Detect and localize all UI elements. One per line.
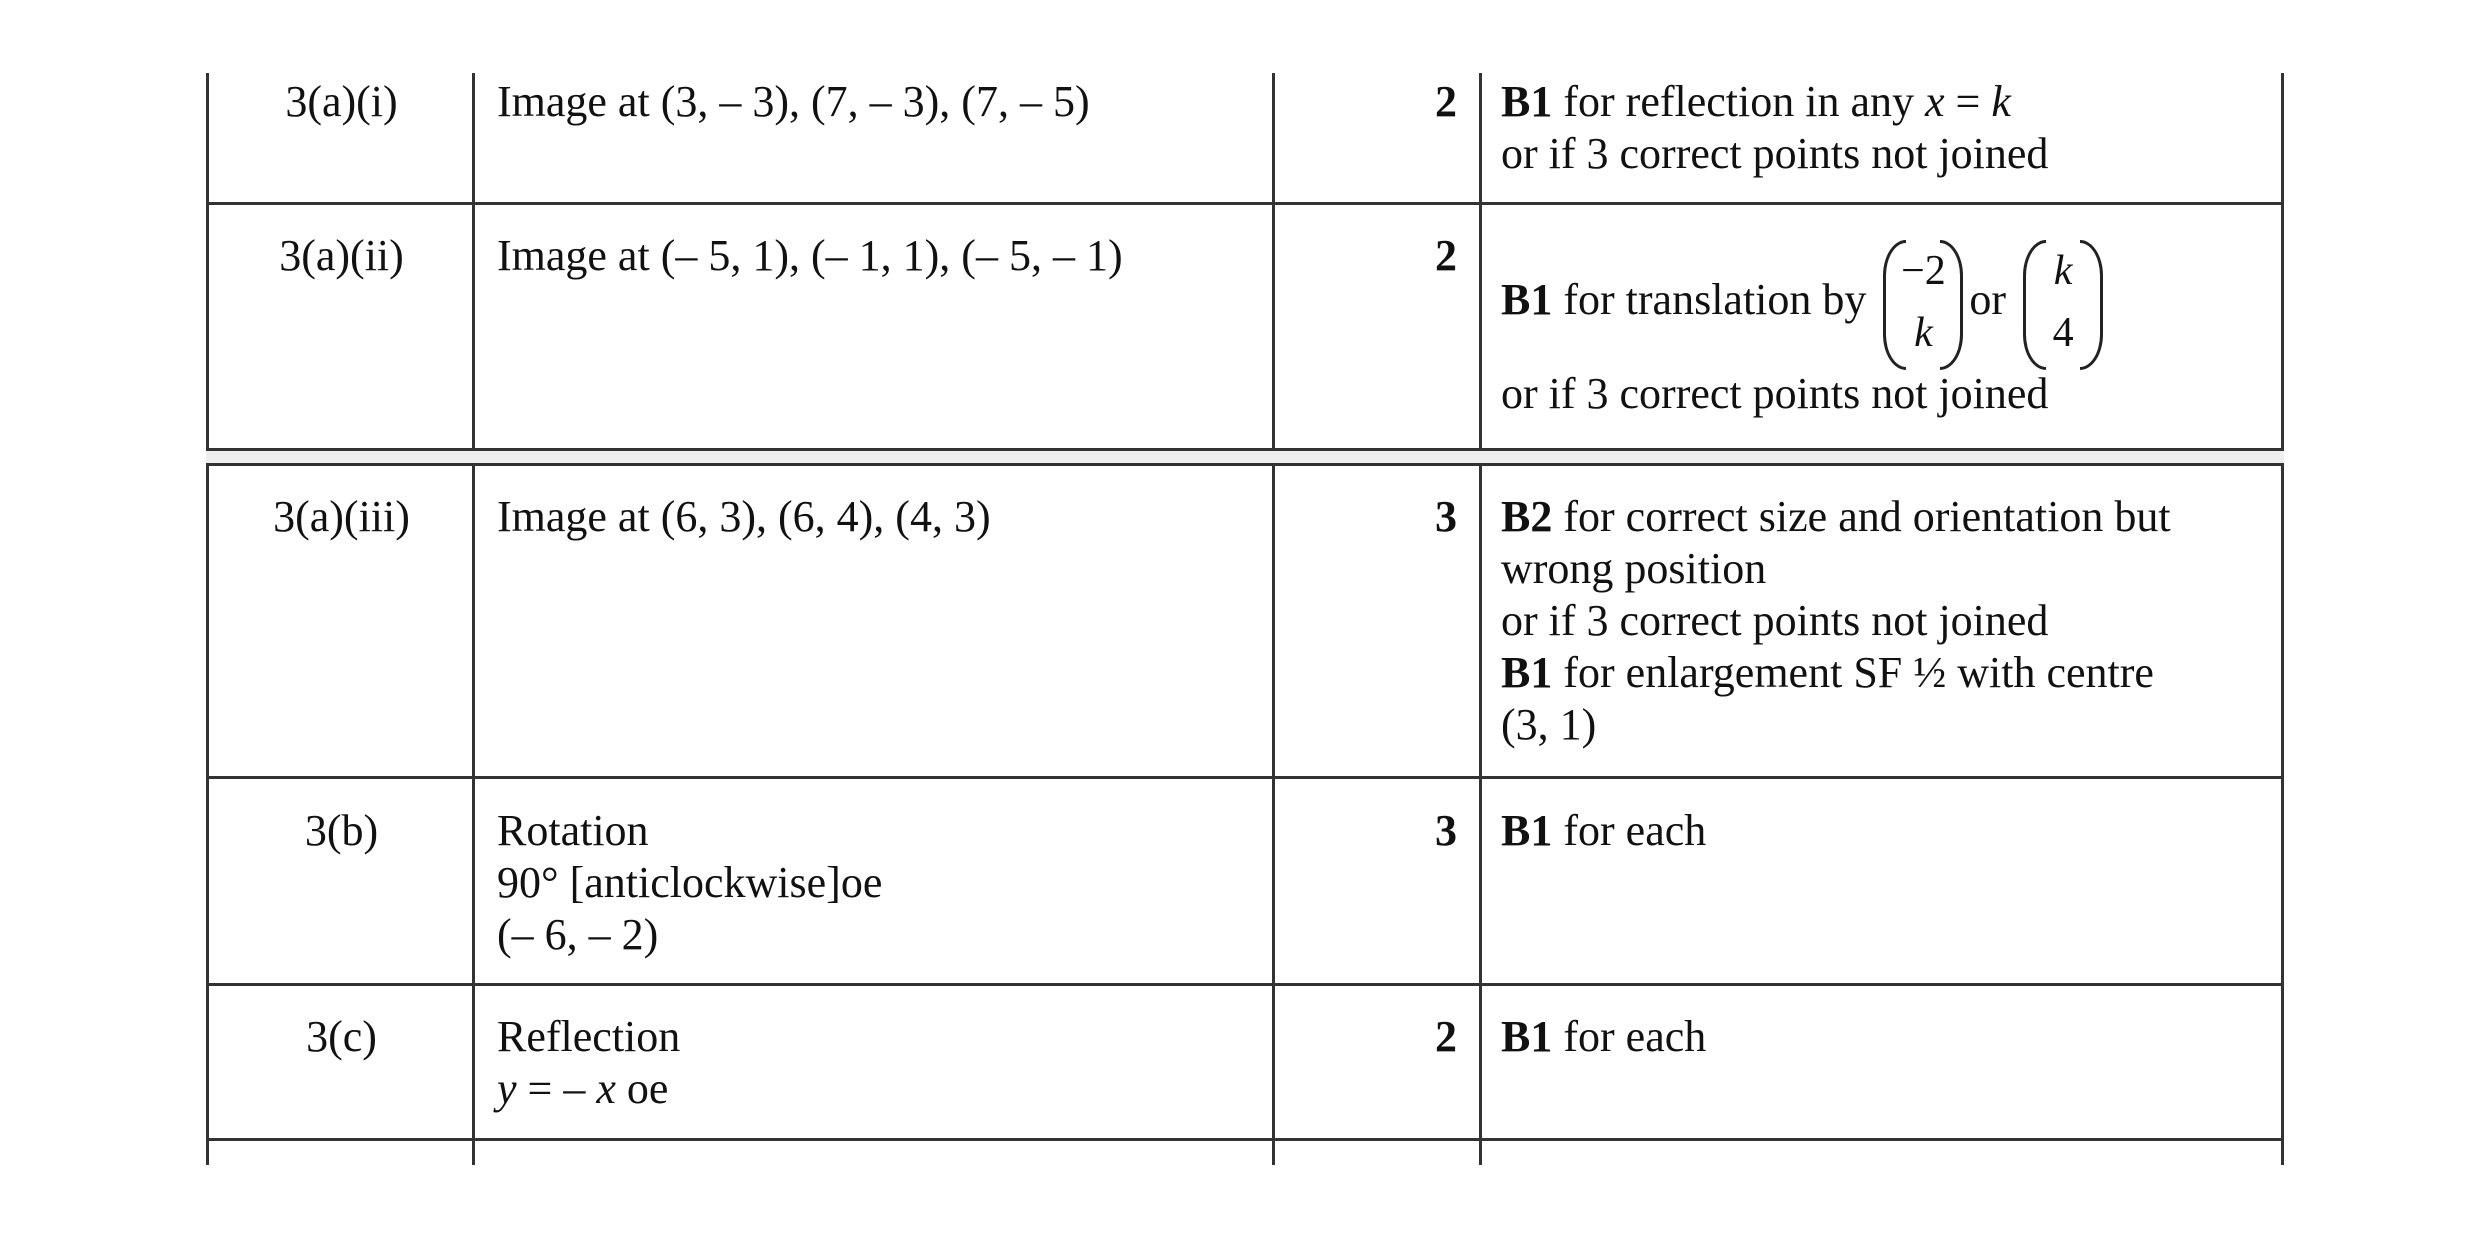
guidance-text: for each bbox=[1552, 806, 1707, 855]
guidance-line bbox=[1501, 76, 2281, 128]
marks-cell: 3 bbox=[1435, 806, 1457, 855]
guidance-cell bbox=[1501, 76, 2281, 180]
row-divider-5 bbox=[206, 983, 2284, 986]
column-vector bbox=[2023, 240, 2103, 368]
answer-line: 90° [anticlockwise]oe bbox=[497, 858, 883, 907]
question-number: 3(b) bbox=[304, 806, 379, 855]
right-parenthesis bbox=[1940, 240, 1963, 370]
guidance-text: for correct size and orientation but bbox=[1552, 492, 2171, 541]
equals-sign: = bbox=[1944, 77, 1992, 126]
page-break-band bbox=[206, 449, 2284, 463]
answer-line bbox=[497, 1063, 1267, 1115]
guidance-line: (3, 1) bbox=[1501, 700, 1597, 749]
answer-line: Rotation bbox=[497, 806, 649, 855]
guidance-line bbox=[1501, 232, 2281, 368]
equals-sign: = – bbox=[516, 1064, 597, 1113]
guidance-cell bbox=[1501, 1011, 2281, 1063]
row-divider-3 bbox=[206, 463, 2284, 466]
guidance-line: or if 3 correct points not joined bbox=[1501, 129, 2049, 178]
answer-cell bbox=[497, 76, 1267, 128]
answer-line: Image at (6, 3), (6, 4), (4, 3) bbox=[497, 492, 991, 541]
or-text: or bbox=[1969, 275, 2007, 324]
guidance-line bbox=[1501, 1011, 2281, 1063]
guidance-cell bbox=[1501, 491, 2281, 751]
column-divider-3 bbox=[1479, 73, 1482, 1165]
marks-cell: 2 bbox=[1435, 77, 1457, 126]
vector-top: −2 bbox=[1901, 247, 1946, 294]
vector-bottom: 4 bbox=[2052, 309, 2074, 356]
row-divider-6 bbox=[206, 1138, 2284, 1141]
mark-code: B1 bbox=[1501, 275, 1553, 324]
answer-cell bbox=[497, 805, 1267, 961]
marks-cell: 2 bbox=[1435, 231, 1457, 280]
guidance-text: for translation by bbox=[1552, 275, 1867, 324]
mark-code: B1 bbox=[1501, 77, 1553, 126]
answer-line: Reflection bbox=[497, 1012, 681, 1061]
marks-cell: 2 bbox=[1435, 1012, 1457, 1061]
guidance-cell bbox=[1501, 805, 2281, 857]
answer-line: (– 6, – 2) bbox=[497, 910, 659, 959]
guidance-text: for reflection in any bbox=[1552, 77, 1925, 126]
row-divider-1 bbox=[206, 202, 2284, 205]
answer-line: Image at (– 5, 1), (– 1, 1), (– 5, – 1) bbox=[497, 231, 1123, 280]
vector-bottom: k bbox=[1914, 309, 1933, 356]
answer-suffix: oe bbox=[615, 1064, 669, 1113]
mark-code: B1 bbox=[1501, 806, 1553, 855]
guidance-line bbox=[1501, 805, 2281, 857]
answer-cell bbox=[497, 230, 1267, 282]
row-divider-4 bbox=[206, 776, 2284, 779]
vector-top: k bbox=[2053, 247, 2073, 294]
variable-k: k bbox=[1991, 77, 2011, 126]
guidance-line: wrong position bbox=[1501, 544, 1767, 593]
column-vector bbox=[1883, 240, 1963, 368]
variable-y: y bbox=[497, 1064, 517, 1113]
variable-x: x bbox=[596, 1064, 616, 1113]
guidance-line: or if 3 correct points not joined bbox=[1501, 596, 2049, 645]
answer-cell bbox=[497, 1011, 1267, 1115]
mark-code: B1 bbox=[1501, 648, 1553, 697]
variable-x: x bbox=[1924, 77, 1945, 126]
right-parenthesis bbox=[2080, 240, 2103, 370]
guidance-line: or if 3 correct points not joined bbox=[1501, 369, 2049, 418]
question-number: 3(c) bbox=[306, 1012, 377, 1061]
question-number: 3(a)(iii) bbox=[273, 492, 410, 541]
mark-code: B2 bbox=[1501, 492, 1553, 541]
row-divider-2 bbox=[206, 448, 2284, 451]
guidance-text: for enlargement SF ½ with centre bbox=[1552, 648, 2154, 697]
guidance-line bbox=[1501, 647, 2281, 699]
question-number: 3(a)(ii) bbox=[279, 231, 404, 280]
answer-line: Image at (3, – 3), (7, – 3), (7, – 5) bbox=[497, 77, 1090, 126]
guidance-text: for each bbox=[1552, 1012, 1707, 1061]
guidance-line bbox=[1501, 491, 2281, 543]
question-number: 3(a)(i) bbox=[285, 77, 398, 126]
marks-cell: 3 bbox=[1435, 492, 1457, 541]
mark-code: B1 bbox=[1501, 1012, 1553, 1061]
table-border-right bbox=[2281, 73, 2284, 1165]
guidance-cell bbox=[1501, 232, 2281, 420]
answer-cell bbox=[497, 491, 1267, 543]
